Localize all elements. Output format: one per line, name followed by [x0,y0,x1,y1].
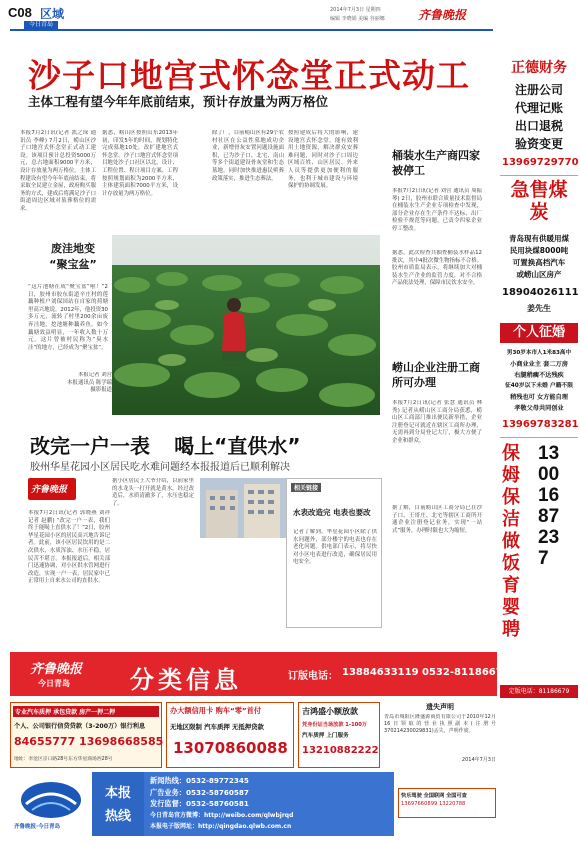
hotline-footer [10,772,497,836]
hotline-line-2: 广告业务：0532-58760587 [150,787,249,797]
lost-date: 2014年7月3日 [461,757,496,763]
classified-ad-b [166,702,294,768]
date-line: 2014年7月3日 星期四 [330,7,381,13]
masthead-rule [10,29,493,31]
ad3-line-1: 男30岁本市人1米83高中 [506,350,572,356]
hotline-logo-text: 齐鲁晚报·今日青岛 [14,824,61,830]
lead-body-col-2: 据悉，崂山区按照山东2013年初，印发5年的时间，规划特化完成墓地10处，改扩建地宫式怀念堂。沙子口地宫式怀念堂项目地处沙子口社区以北，设计、工程位置、程计项目方案、工程按照规划面积为2000平方米，主体建筑面积7000平方米，设计存放量为两万格位。 [102,130,178,197]
hotline-line-3: 发行监督：0532-58760581 [150,799,249,808]
ad4-title: 保姆保洁做饭育婴聘 [502,443,520,640]
feature-body-col-2: 据小区居民王大爷介绍，以前家里的水龙头一打开就是黄水，经过改造后，水质清澈多了，水压也稳定了。 [112,478,194,507]
classified-banner [10,652,510,696]
ad1-line-2: 代理记账 [514,101,563,115]
hotline-label-1: 本报 [104,786,131,801]
hotline-label [92,772,144,836]
hotline-line-1: 新闻热线：0532-89772345 [150,776,249,785]
news3-headline: 崂山企业注册工商所可办理 [392,361,480,389]
ad2-lines [502,233,576,281]
hotline-label-2: 热线 [104,809,131,824]
photo-credit-1: 本报记者 刘营 [77,372,112,378]
ad1-phone: 13969729770 [502,157,579,168]
lost-body: 青岛市城阳区隆盛源商贸有限公司于2010年12月16日领取的营业执照副本(注册号370214230029831)丢失，声明作废。 [384,714,496,734]
small-ad [398,788,496,818]
classified-phone-label: 订版电话： [288,671,338,682]
ad-a-phone: 84655777 13698668585 [14,735,164,748]
lead-subhead: 主体工程有望今年年底前结束，预计存放量为两万格位 [28,94,329,109]
ad2-line-2: 民用块煤8000吨 [509,246,569,255]
ad-b-line: 无地区限制 汽车质押 无抵押贷款 [170,723,264,731]
news2-headline: 桶装水生产商四家被停工 [392,149,480,177]
feature-body-col-1: 本报7月2日讯(记者 郭晓燕 刘祥 记者 赵鹏) “改完一户一表，我们终于能喝上直供水了！”2日，胶州华星花园小区的居民高兴地告诉记者。此前，该小区居民饮用的是二次供水，水质浑浊、水压不稳，居民苦不堪言。本报报道后，相关部门迅速协调，对小区供水管网进行改造，实现一户一表，居民家中已正常用上自来水公司的直供水。 [28,510,110,585]
ad-b-head: 办大额信用卡 购车“零”首付 [170,706,262,715]
ad3-title: 个人征婚 [500,323,578,343]
related-label: 相关链接 [291,483,321,492]
ad2-line-1: 青岛现有供暖用煤 [509,234,569,243]
ad2-line-4: 或崂山区房产 [516,270,562,279]
masthead [0,0,500,30]
ad2-contact: 姜先生 [527,304,551,313]
classified-title: 分类信息 [130,666,242,694]
lotus-field-photo [112,235,380,415]
feature-headline-quote: 喝上“直供水” [174,434,301,458]
photo-credit [48,372,112,395]
ad3-phone: 13969783281 [502,419,579,430]
ad3-line-4: 征40岁以下未婚 户籍不限 [504,383,574,389]
ad-c-line: 凭身份证当场放款 1-100万 [302,722,368,728]
ad1-line-3: 出口退税 [514,119,563,133]
ad3-line-2: 小商业业主 套二万房 [510,361,568,368]
ad2-line-3: 可置换高档汽车 [512,258,566,267]
hotline-line-5[interactable]: 本报电子版网址：http://qingdao.qlwb.com.cn [150,823,292,830]
section-name: 区域 [40,7,65,21]
photo-credit-2: 本报通讯员 陈学瑞 [67,379,112,386]
ad-divider [500,175,578,176]
hotline-lines [144,772,394,836]
classified-paper: 齐鲁晚报 [30,662,83,677]
related-title: 水表改造完 电表也要改 [293,508,371,517]
photo-kicker-line-2: “聚宝盆” [49,258,97,271]
ad1-line-4: 验资变更 [514,137,563,151]
feature-promo-badge [28,478,76,500]
ad-a-head: 专业汽车质押 承包贷款 房产一押二押 [13,706,159,717]
small-ad-phone: 13697660899 13220788 [401,801,466,807]
ad-c-head: 吉鸿盛小额放款 [302,707,358,716]
news3-body-2: 据了解，目前崂山区工商分局已在沙子口、王哥庄、北宅等辖区工商所开通企业注册登记业务，实现“一站式”服务，办理时限也大为缩短。 [392,505,482,534]
photo-caption: “这片池塘在成“聚宝盆”啦！”2日，胶州市胶东街道辛庄村的莲藕种植户刘保国站在自家的荷塘里高兴地说。2012年，他投资30多万元，流转了村里200余亩废弃洼地，挖池塘种藕养鱼。如今藕塘效益明显，一年收入数十万元。这片曾被村民称为“臭水洼”的地方，已经成为“聚宝盆”。 [28,284,108,351]
feature-subhead: 胶州华星花园小区居民吃水难问题经本报报道后已顺利解决 [30,462,290,473]
editor-line: 编辑 李晓娟 美编 谷丽娜 [330,16,385,22]
sidebar [500,55,578,843]
news3-body: 本报7月2日讯(记者 张慧 通讯员 林秀) 记者从崂山区工商分局获悉，崂山区工商部门推出便民新举措，企业注册登记可就近在辖区工商所办理，无需再到分局登记大厅，极大方便了企业和群众。 [392,400,482,444]
classified-ad-c [298,702,380,768]
ad3-line-3: 右腿稍瘸不达残疾 [514,372,564,379]
ad-b-phone: 13070860088 [173,739,288,757]
classified-ad-a [10,702,162,768]
feature-promo-text: 齐鲁晚报 [31,485,68,495]
ad-c-phone: 13210882222 [302,745,379,756]
related-link-box [286,478,382,628]
lost-title: 遗失声明 [426,703,454,711]
feature-headline-left: 改完一户一表 [30,434,150,458]
lead-body-col-4: 按照建成后将大的影响，建设地宫式怀念堂，能有效利用土地资源，解决群众安葬难问题，同时对沙子口周边区域百姓、山区居民、外来人员等提供更加便利的服务，也利于城市建设与环境保护的协调发展。 [288,130,358,190]
classified-phones: 13884633119 0532-81186679 [342,667,510,678]
photo-kicker [36,240,110,272]
related-body: 记者了解到，华星花园小区除了供水问题外，部分楼宇的电表也存在老化问题。供电部门表示，将尽快对小区电表进行改造，确保居民用电安全。 [293,529,377,566]
photo-kicker-line-1: 废洼地变 [51,242,95,255]
news2-body-2: 据悉，此次检查共抽查桶装水样品12批次，其中4批次微生物指标不合格。胶州市质监局表示，将继续加大对桶装水生产企业的监管力度，对不合格产品依法处理，保障市民饮水安全。 [392,250,482,287]
page-number: C08 [8,5,32,20]
paper-logo: 齐鲁晚报 [418,8,467,22]
feature-headline [30,430,300,459]
ad3-line-5: 稍残也可 女方能自理 [510,394,568,401]
news2-body: 本报7月2日讯(记者 刘营 通讯员 周振琴) 2日，胶州市联合质量技术监督局在桶装水生产企业专项检查中发现，部分企业存在生产条件不达标、出厂检验不规范等问题，已责令四家企业停工整改。 [392,188,482,232]
ad4-phone: 13001687237 [538,443,560,569]
ad-a-line: 个人、公司银行信贷贷款（3-200万）银行利息 [14,723,146,730]
hotline-line-4[interactable]: 今日青岛官方微博：http://weibo.com/qlwbjrqd [150,811,294,819]
ad2-title: 急售煤炭 [510,179,568,223]
photo-credit-3: 摄影报道 [90,387,112,394]
ad-c-line-2: 汽车质押 上门服务 [302,733,349,739]
ad-a-addr: 地址：李沧区京口路28号东方华星商场西28号 [14,757,113,762]
ad-divider-2 [500,437,578,438]
ad1-line-1: 注册公司 [514,83,563,97]
lead-body-col-3: 除了厂，目前崂山区有29个农村社区在公益性墓地成功企业，新增骨灰安置问题设施面积，已为沙子口、北宅、南山等多个街道建设骨灰堂和生态墓地，同时加快推进惠民殡葬政策落实，推进生态葬法。 [212,130,284,182]
ad2-phone: 18904026111 [502,287,579,298]
section-sub: 今日青岛 [24,21,58,29]
lead-headline: 沙子口地宫式怀念堂正式动工 [28,56,470,95]
ad1-title: 正德财务 [511,60,567,76]
lead-body-col-1: 本报7月2日讯(记者 凯之琛 通讯员 李峰) 7月2日，崂山区沙子口地宫式怀念堂正式动工建设。该项目预计总投资5000万元，总占地面积9000平方米，设计存放量为两万格位。主体工程建设有望今年年底前结束，将采取全民建立金屋，政府购买服务的方式，建成后将满足沙子口街道周边区域对墓葬格位的需求。 [20,130,96,212]
ad4-footer: 定版电话：81186679 [500,685,578,698]
lost-notice [384,702,496,768]
classified-paper-sub: 今日青岛 [38,679,70,688]
apartment-building-photo [200,478,286,538]
ad3-line-6: 孝敬父母共同创业 [514,405,564,412]
small-ad-text: 快乐驾驶 全国联网 全国可查 [401,793,467,799]
ad1-lines [504,81,574,153]
ad3-lines [502,348,576,414]
